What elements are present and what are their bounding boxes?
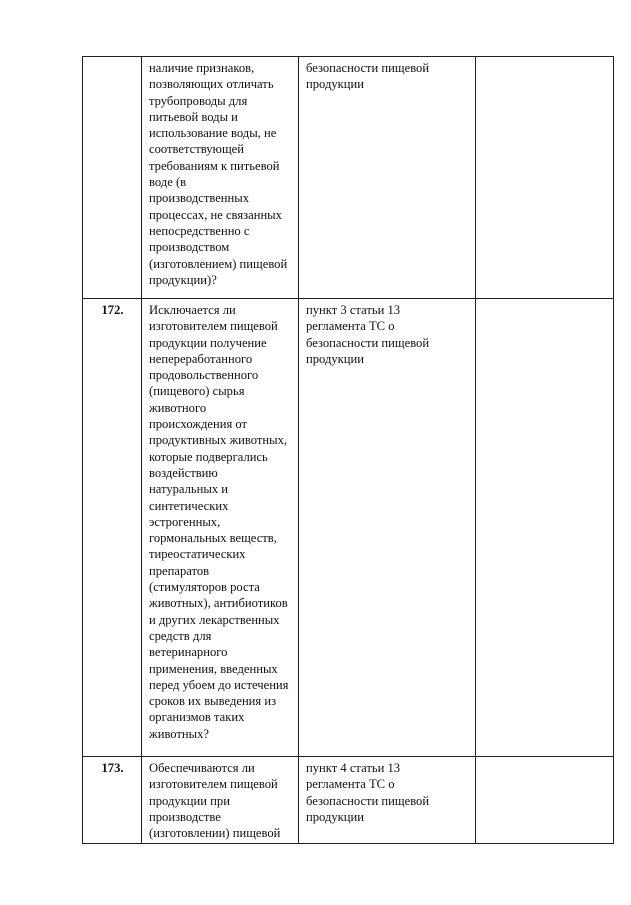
question-line: животных), антибиотиков xyxy=(149,596,288,611)
note-cell xyxy=(476,299,614,757)
question-line: изготовителем пищевой xyxy=(149,319,278,334)
reference-line: безопасности пищевой xyxy=(306,335,430,350)
question-line: воздействию xyxy=(149,465,218,480)
reference-line: безопасности пищевой xyxy=(306,61,430,75)
question-line: происхождения от xyxy=(149,417,248,432)
question-line: питьевой воды и xyxy=(149,109,238,124)
question-line: продукции)? xyxy=(149,272,217,287)
question-line: соответствующей xyxy=(149,142,244,157)
question-line: организмов таких xyxy=(149,710,245,725)
question-line: продовольственного xyxy=(149,368,259,383)
reference-cell xyxy=(299,757,476,844)
question-line: Исключается ли xyxy=(149,303,236,317)
reference-line: продукции xyxy=(306,809,365,824)
question-line: трубопроводы для xyxy=(149,93,248,108)
question-line: производственных xyxy=(149,191,250,206)
question-cell xyxy=(142,299,299,757)
reference-line: регламента ТС о xyxy=(306,777,395,792)
question-line: ветеринарного xyxy=(149,645,228,660)
question-line: препаратов xyxy=(149,563,210,578)
item-number: 172. xyxy=(83,299,142,757)
question-line: средств для xyxy=(149,628,212,643)
question-line: производстве xyxy=(149,809,221,824)
question-cell xyxy=(142,757,299,844)
question-line: непосредственно с xyxy=(149,223,250,238)
checklist-rows xyxy=(83,57,614,844)
question-cell xyxy=(142,57,299,299)
question-line: сроков их выведения из xyxy=(149,694,277,709)
table-row xyxy=(83,299,614,757)
reference-line: безопасности пищевой xyxy=(306,793,430,808)
question-line: (изготовлении) пищевой xyxy=(149,826,281,841)
question-line: позволяющих отличать xyxy=(149,77,274,92)
question-line: использование воды, не xyxy=(149,126,277,141)
question-line: эстрогенных, xyxy=(149,514,221,529)
question-line: животного xyxy=(149,400,207,415)
question-line: Обеспечиваются ли xyxy=(149,761,255,775)
reference-cell xyxy=(299,299,476,757)
reference-line: регламента ТС о xyxy=(306,319,395,334)
question-line: непереработанного xyxy=(149,351,253,366)
table-row xyxy=(83,757,614,844)
question-line: (изготовлением) пищевой xyxy=(149,256,288,271)
question-line: (стимуляторов роста xyxy=(149,580,260,595)
reference-line: пункт 4 статьи 13 xyxy=(306,761,401,775)
reference-line: пункт 3 статьи 13 xyxy=(306,303,401,317)
table-row xyxy=(83,57,614,299)
note-cell xyxy=(476,57,614,299)
question-line: продукции получение xyxy=(149,335,267,350)
reference-line: продукции xyxy=(306,351,365,366)
question-line: производством xyxy=(149,240,230,255)
question-line: процессах, не связанных xyxy=(149,207,282,222)
question-line: наличие признаков, xyxy=(149,61,255,75)
question-line: изготовителем пищевой xyxy=(149,777,278,792)
question-line: воде (в xyxy=(149,175,187,190)
question-line: которые подвергались xyxy=(149,449,268,464)
question-line: требованиям к питьевой xyxy=(149,158,280,173)
note-cell xyxy=(476,757,614,844)
question-line: применения, введенных xyxy=(149,661,278,676)
question-line: гормональных веществ, xyxy=(149,531,277,546)
question-line: синтетических xyxy=(149,498,229,513)
reference-line: продукции xyxy=(306,77,365,92)
reference-cell xyxy=(299,57,476,299)
question-line: (пищевого) сырья xyxy=(149,384,245,399)
item-number: 173. xyxy=(83,757,142,844)
question-line: и других лекарственных xyxy=(149,612,280,627)
checklist-table xyxy=(82,56,614,844)
question-line: животных? xyxy=(149,726,210,741)
question-line: натуральных и xyxy=(149,482,229,497)
question-line: продуктивных животных, xyxy=(149,433,288,448)
item-number xyxy=(83,57,142,299)
question-line: тиреостатических xyxy=(149,547,246,562)
question-line: продукции при xyxy=(149,793,230,808)
question-line: перед убоем до истечения xyxy=(149,677,289,692)
